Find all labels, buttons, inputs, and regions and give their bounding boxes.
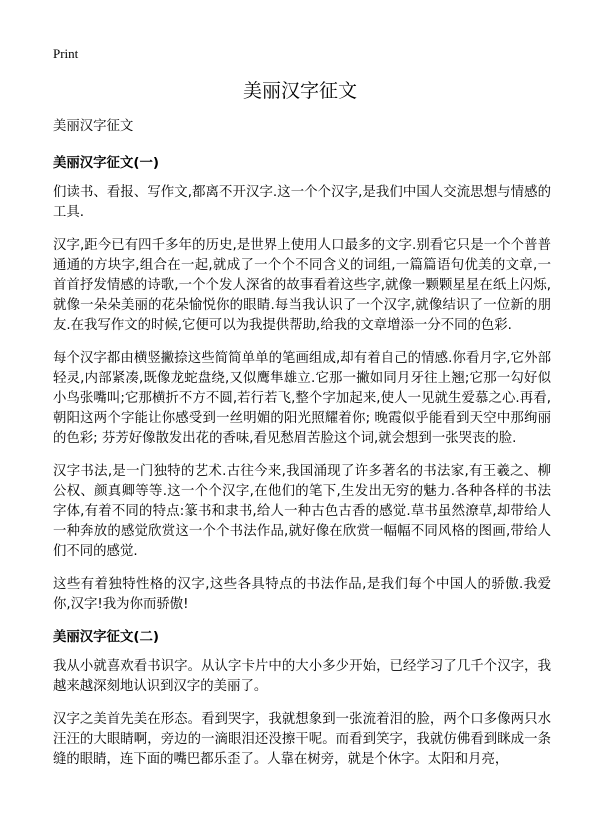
section-heading: 美丽汉字征文(二)	[53, 630, 159, 645]
print-link[interactable]: Print	[53, 46, 79, 61]
paragraph: 这些有着独特性格的汉字,这些各具特点的书法作品,是我们每个中国人的骄傲.我爱你,汉字!我为你而骄傲!	[53, 577, 551, 612]
document-subtitle: 美丽汉字征文	[53, 119, 134, 134]
paragraph: 汉字,距今已有四千多年的历史,是世界上使用人口最多的文字.别看它只是一个个普普通通的方块字,组合在一起,就成了一个个不同含义的词组,一篇篇语句优美的文章,一首首抒发情感的诗歌,一个个发人深省的故事看着这些字,就像一颗颗星星在纸上闪烁,就像一朵朵美丽的花朵愉悦你的眼睛.每当我认识了一个汉字,就像结识了一位新的朋友.在我写作文的时候,它便可以为我提供帮助,给我的文章增添一分不同的色彩.	[53, 238, 551, 333]
paragraph: 每个汉字都由横竖撇捺这些简简单单的笔画组成,却有着自己的情感.你看月字,它外部轻灵,内部紧凑,既像龙蛇盘绕,又似鹰隼雄立.它那一撇如同月牙往上翘;它那一勾好似小鸟张嘴叫;它那横折不方不圆,若行若飞,整个字加起来,使人一见就生爱慕之心.再看,朝阳这两个字能让你感受到一丝明媚的阳光照耀着你; 晚霞似乎能看到天空中那绚丽的色彩; 芬芳好像散发出花的香味,看见愁眉苦脸这个词,就会想到一张哭丧的脸.	[53, 351, 551, 446]
page-title: 美丽汉字征文	[242, 80, 357, 102]
paragraph: 我从小就喜欢看书识字。从认字卡片中的大小多少开始，已经学习了几千个汉字，我越来越深刻地认识到汉字的美丽了。	[53, 659, 551, 694]
paragraph: 汉字之美首先美在形态。看到哭字，我就想象到一张流着泪的脸，两个口多像两只水汪汪的大眼睛啊，旁边的一滴眼泪还没擦干呢。而看到笑字，我就仿佛看到眯成一条缝的眼睛，连下面的嘴巴都乐歪了。人靠在树旁，就是个休字。太阳和月亮，	[53, 712, 551, 767]
essay-section-1	[53, 154, 551, 615]
document-body	[53, 117, 551, 783]
paragraph: 汉字书法,是一门独特的艺术.古往今来,我国涌现了许多著名的书法家,有王羲之、柳公权、颜真卿等等.这一个个汉字,在他们的笔下,生发出无穷的魅力.各种各样的书法字体,有着不同的特点:篆书和隶书,给人一种古色古香的感觉.草书虽然潦草,却带给人一种奔放的感觉欣赏这一个个书法作品,就好像在欣赏一幅幅不同风格的图画,带给人们不同的感觉.	[53, 464, 551, 559]
paragraph: 们读书、看报、写作文,都离不开汉字.这一个个汉字,是我们中国人交流思想与情感的工具.	[53, 185, 551, 220]
essay-section-2	[53, 628, 551, 770]
section-heading: 美丽汉字征文(一)	[53, 156, 159, 171]
